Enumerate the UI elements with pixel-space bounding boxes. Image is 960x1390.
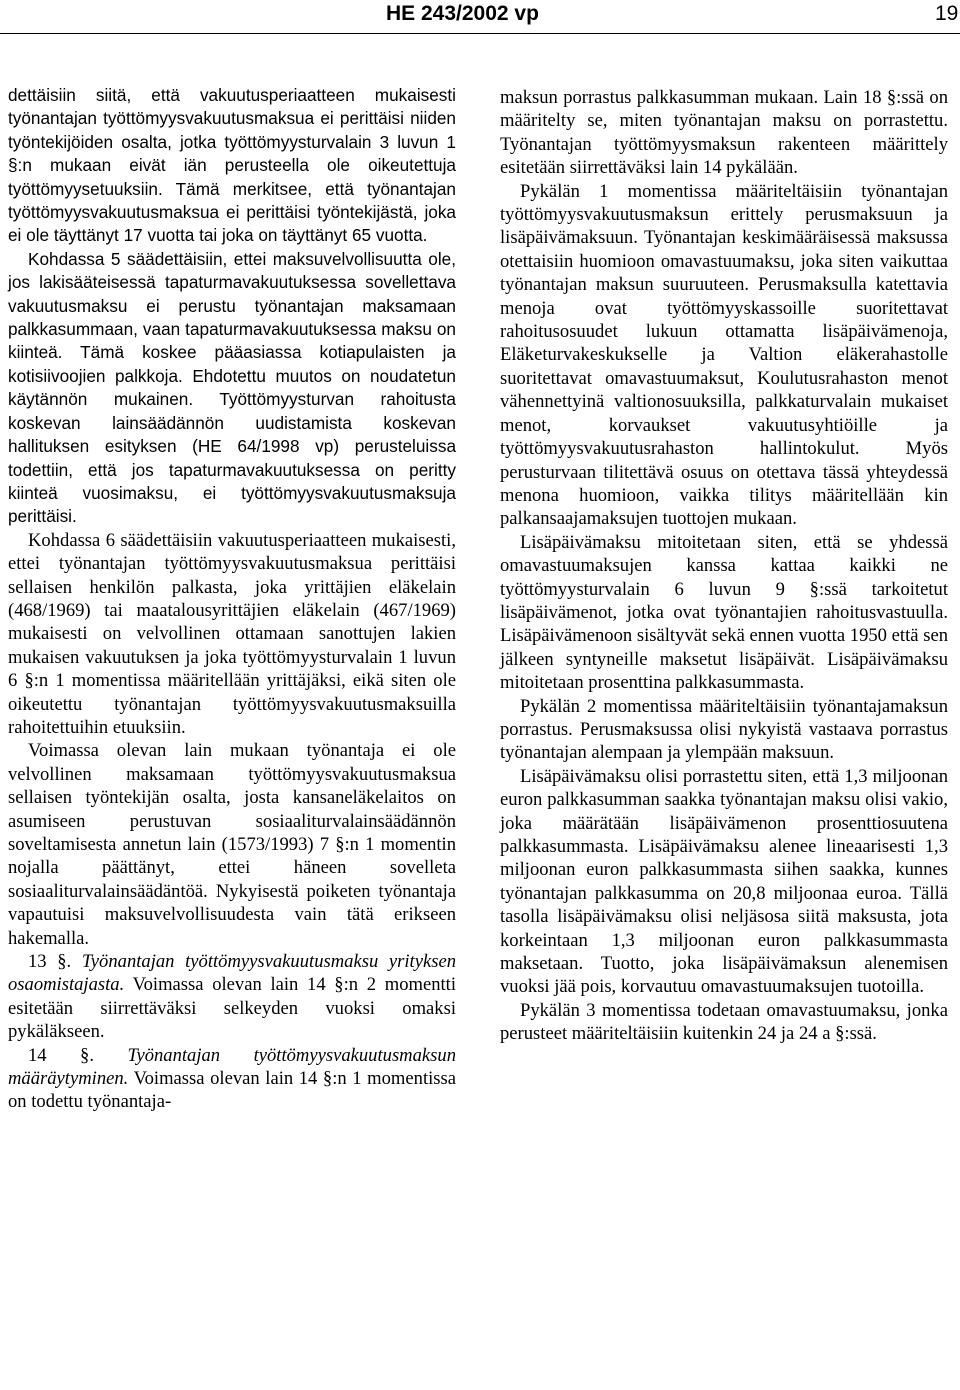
page-number: 19 — [935, 2, 959, 25]
section-text: Voimassa olevan lain 14 §:n 2 momentti esitetään siirrettäväksi selkeyden vuoksi omaksi pykäläkseen. — [8, 974, 456, 1043]
document-id: HE 243/2002 vp — [386, 2, 539, 25]
paragraph: Lisäpäivämaksu olisi porrastettu siten, että 1,3 miljoonan euron palkkasumman saakka työnantajan maksu olisi vakio, joka määrätään lisäpäivämenon prosenttiosuutena palkkasummasta. Lisäpäivämaksu alenee lineaarisesti 1,3 miljoonan euron palkkasummasta siihen saakka, kunnes työnantajan palkkasumma on 20,8 miljoonaa euroa. Tällä tasolla lisäpäivämaksu olisi neljäsosa siitä maksusta, jota korkeintaan 1,3 miljoonan euron palkkasummasta maksetaan. Tuotto, joka lisäpäivämaksun alenemisen vuoksi jää pois, korvautuu omavastuumaksujen tuotoilla. — [500, 765, 948, 998]
paragraph: Kohdassa 5 säädettäisiin, ettei maksuvelvollisuutta ole, jos lakisääteisessä tapaturmavakuutuksessa sovellettava vakuutusmaksu ei perustu työnantajan maksamaan palkkasummaan, vaan tapaturmavakuutuksessa maksu on kiinteä. Tämä koskee pääasiassa kotiapulaisten ja kotisiivoojien palkkoja. Ehdotettu muutos on noudatetun käytännön mukainen. Työttömyysturvan rahoitusta koskevan lainsäädännön uudistamista koskevan hallituksen esityksen (HE 64/1998 vp) perusteluissa todettiin, että jos tapaturmavakuutuksessa on peritty kiinteä vuosimaksu, ei työttömyysvakuutusmaksuja perittäisi. — [8, 248, 456, 527]
right-column — [500, 86, 948, 1046]
section-text: Voimassa olevan lain 14 §:n 1 momentissa on todettu työnantaja- — [8, 1068, 457, 1113]
paragraph: Voimassa olevan lain mukaan työnantaja ei ole velvollinen maksamaan työttömyysvakuutusmaksua sellaisen työntekijän osalta, josta kansaneläkelaitos on asumiseen perustuvan sosiaaliturvalainsäädännön soveltamisesta annetun lain (1573/1993) 7 §:n 1 momentin nojalla päättänyt, ettei häneen sovelleta sosiaaliturvalainsäädäntöä. Nykyisestä poiketen työnantaja vapautuisi maksuvelvollisuudesta vain tätä erikseen hakemalla. — [8, 740, 456, 949]
section-title: Työnantajan työttömyysvakuutusmaksun määräytyminen. — [8, 1044, 456, 1090]
paragraph: Kohdassa 6 säädettäisiin vakuutusperiaatteen mukaisesti, ettei työnantajan työttömyysvakuutusmaksua perittäisi sellaisen henkilön palkasta, joka yrittäjien eläkelain (468/1969) tai maatalousyrittäjien eläkelain (467/1969) mukaisesti on velvollinen ottamaan sanottujen lakien mukaisen vakuutuksen ja joka työttömyysturvalain 1 luvun 6 §:n 1 momentissa määritellään yrittäjäksi, eikä siten ole oikeutettu työnantajan työttömyysvakuutusmaksuilla rahoitettuihin etuuksiin. — [8, 529, 456, 738]
paragraph: dettäisiin siitä, että vakuutusperiaatteen mukaisesti työnantajan työttömyysvakuutusmaksua ei perittäisi niiden työntekijöiden osalta, jotka työttömyysturvalain 3 luvun 1 §:n mukaan eivät iän perusteella ole oikeutettuja työttömyysetuuksiin. Tämä merkitsee, että työnantajan työttömyysvakuutusmaksua ei perittäisi työntekijästä, joka ei ole täyttänyt 17 vuotta tai joka on täyttänyt 65 vuotta. — [8, 85, 456, 246]
paragraph: Pykälän 2 momentissa määriteltäisiin työnantajamaksun porrastus. Perusmaksussa olisi nykyistä vastaava porrastus työnantajan alempaan ja ylempään maksuun. — [500, 695, 948, 764]
paragraph: maksun porrastus palkkasumman mukaan. Lain 18 §:ssä on määritelty se, miten työnantajan maksu on porrastettu. Työnantajan työttömyysmaksun rakenteen määrittely esitetään siirrettäväksi lain 14 pykälään. — [500, 87, 948, 179]
section-number: 13 §. — [28, 951, 72, 973]
section-title: Työnantajan työttömyysvakuutusmaksu yrityksen osaomistajasta. — [8, 951, 456, 996]
left-column — [8, 84, 456, 1114]
paragraph: Lisäpäivämaksu mitoitetaan siten, että se yhdessä omavastuumaksujen kanssa kattaa kaikki ne työttömyysturvalain 6 luvun 9 §:ssä tarkoitetut lisäpäivämenot, jotka ovat työnantajien rahoitusvastuulla. Lisäpäivämenoon sisältyvät sekä ennen vuotta 1950 että sen jälkeen syntyneille maksetut lisäpäivät. Lisäpäivämaksu mitoitetaan prosenttina palkkasummasta. — [500, 531, 948, 694]
section-number: 14 §. — [28, 1044, 95, 1066]
page-header — [0, 0, 960, 30]
paragraph-section-13 — [8, 950, 456, 1044]
paragraph-section-14 — [8, 1044, 456, 1114]
paragraph: Pykälän 3 momentissa todetaan omavastuumaksu, jonka perusteet määriteltäisiin kuitenkin 24 ja 24 a §:ssä. — [500, 999, 948, 1045]
header-divider — [0, 33, 960, 34]
paragraph: Pykälän 1 momentissa määriteltäisiin työnantajan työttömyysvakuutusmaksun erittely perusmaksuun ja lisäpäivämaksuun. Työnantajan keskimääräisessä maksussa otettaisiin huomioon omavastuumaksu, joka siten vaikuttaa työnantajan maksun suuruuteen. Perusmaksulla katettavia menoja ovat työttömyyskassoille suoritettavat rahoitusosuudet lukuun ottamatta lisäpäivämenoja, Eläketurvakeskukselle ja Valtion eläkerahastolle suoritettavat omavastuumaksut, Koulutusrahaston menot vähennettyinä valtionosuuksilla, palkkaturvalain mukaiset menot, korvaukset vakuutusyhtiöille ja työttömyysvakuutusrahaston hallintokulut. Myös perusturvaan tilitettävä osuus on otettava tässä yhteydessä menona huomioon, vaikka tilitys määritellään kin palkansaajamaksujen tuottojen mukaan. — [500, 180, 948, 530]
